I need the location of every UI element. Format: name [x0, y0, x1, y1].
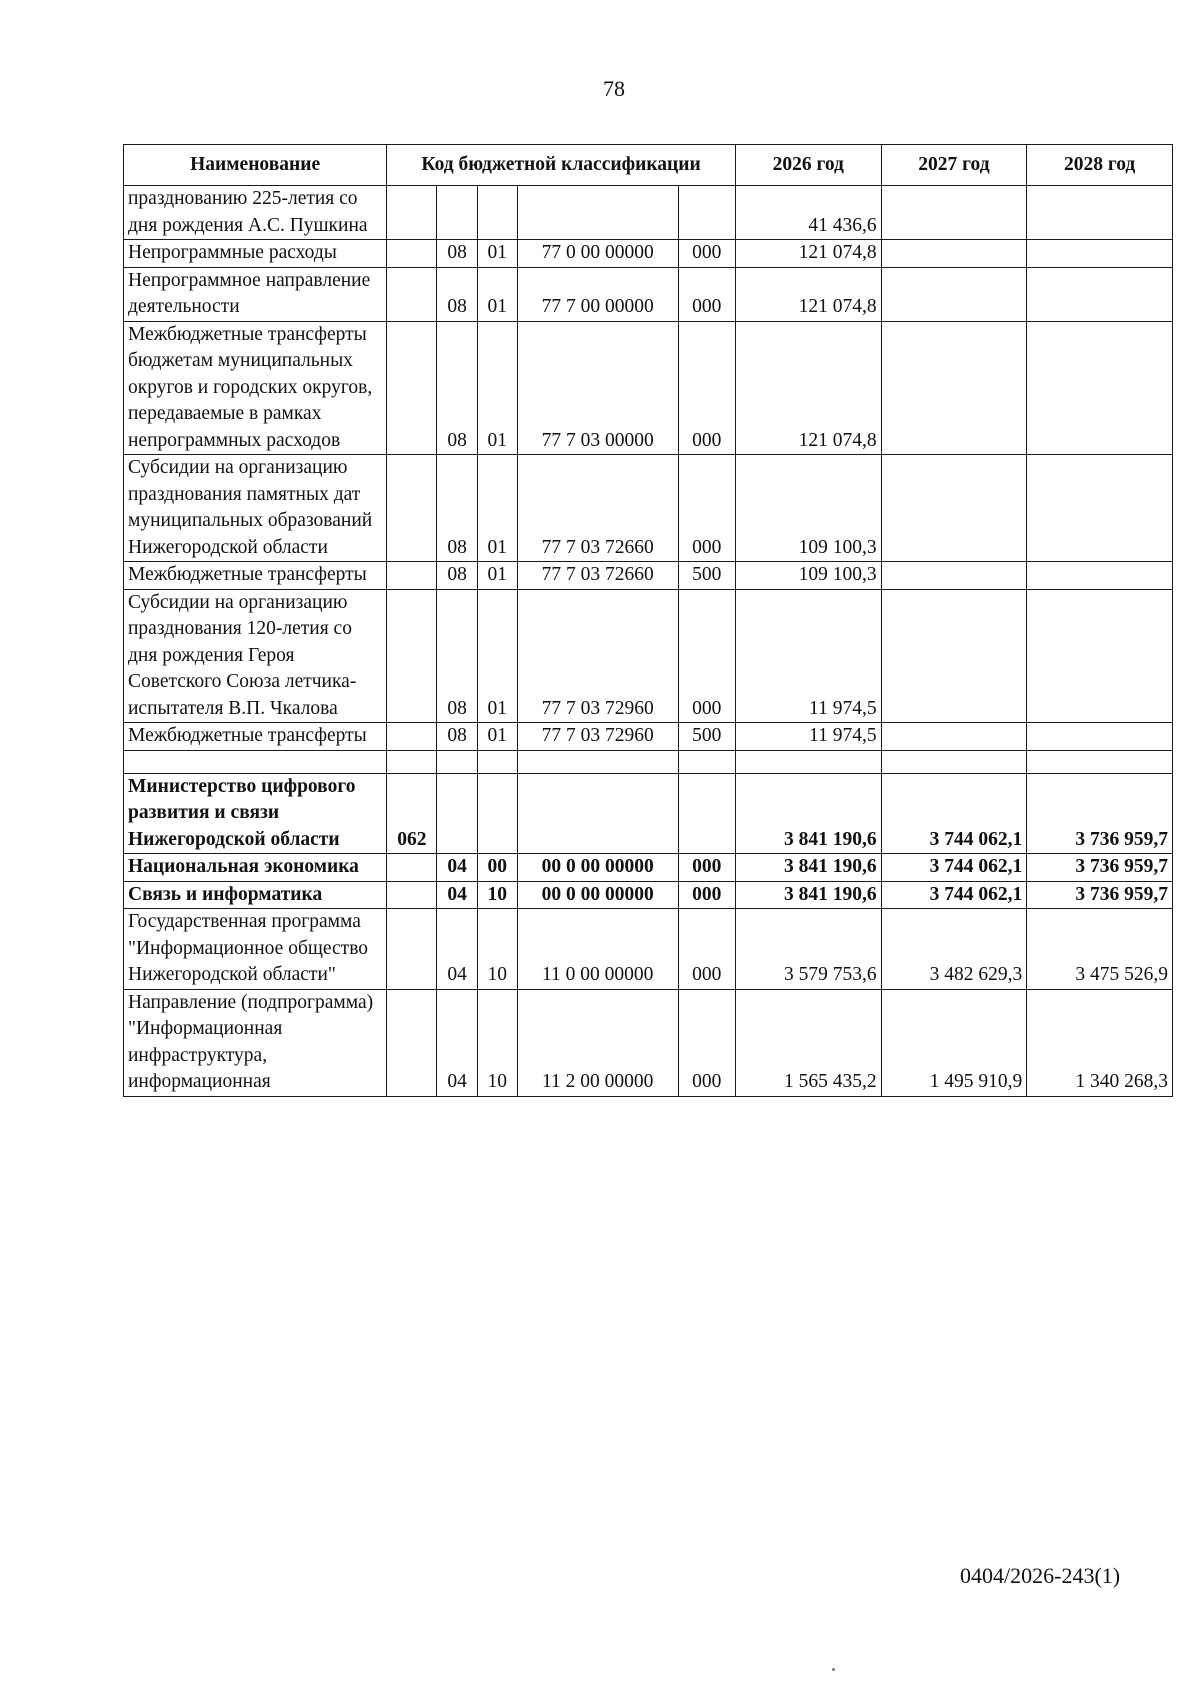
row-value-2027 [881, 267, 1027, 321]
row-expense-type-code: 000 [678, 989, 735, 1096]
row-expense-type-code: 000 [678, 455, 735, 562]
scan-dot [832, 1668, 835, 1671]
row-name: Межбюджетные трансферты [124, 562, 387, 590]
row-subsection-code: 01 [477, 455, 517, 562]
row-subsection-code [477, 773, 517, 854]
header-2028: 2028 год [1027, 145, 1173, 186]
row-section-code: 04 [437, 989, 477, 1096]
row-value-2028 [1027, 562, 1173, 590]
row-target-code: 77 7 00 00000 [517, 267, 678, 321]
row-section-code: 08 [437, 321, 477, 455]
table-row [124, 455, 1173, 562]
row-expense-type-code: 000 [678, 321, 735, 455]
row-value-2026: 121 074,8 [735, 267, 881, 321]
row-section-code: 04 [437, 881, 477, 909]
row-value-2026: 3 579 753,6 [735, 909, 881, 990]
table-row [124, 186, 1173, 240]
row-name: празднованию 225-летия со дня рождения А.С. Пушкина [124, 186, 387, 240]
row-section-code: 08 [437, 589, 477, 723]
row-value-2027: 3 744 062,1 [881, 854, 1027, 882]
page-number: 78 [603, 76, 625, 101]
row-name: Непрограммные расходы [124, 240, 387, 268]
row-section-code: 08 [437, 240, 477, 268]
table-row [124, 267, 1173, 321]
row-value-2028 [1027, 240, 1173, 268]
row-subsection-code: 01 [477, 562, 517, 590]
table-row [124, 989, 1173, 1096]
row-value-2028: 3 736 959,7 [1027, 881, 1173, 909]
row-expense-type-code: 000 [678, 854, 735, 882]
row-value-2027: 1 495 910,9 [881, 989, 1027, 1096]
table-row [124, 854, 1173, 882]
row-value-2026: 3 841 190,6 [735, 854, 881, 882]
row-subsection-code: 01 [477, 240, 517, 268]
row-value-2026: 3 841 190,6 [735, 881, 881, 909]
row-subsection-code: 10 [477, 881, 517, 909]
row-name: Субсидии на организацию празднования 120-летия со дня рождения Героя Советского Союза летчика-испытателя В.П. Чкалова [124, 589, 387, 723]
row-subsection-code: 01 [477, 267, 517, 321]
row-value-2026: 109 100,3 [735, 562, 881, 590]
row-ved-code [387, 589, 437, 723]
row-target-code: 77 7 03 72960 [517, 589, 678, 723]
table-row [124, 562, 1173, 590]
row-ved-code [387, 186, 437, 240]
row-expense-type-code [678, 750, 735, 773]
row-expense-type-code: 000 [678, 881, 735, 909]
row-subsection-code [477, 750, 517, 773]
row-value-2027 [881, 240, 1027, 268]
table-row [124, 881, 1173, 909]
row-target-code: 77 0 00 00000 [517, 240, 678, 268]
row-value-2027 [881, 750, 1027, 773]
row-name: Направление (подпрограмма) "Информационная инфраструктура, информационная [124, 989, 387, 1096]
row-value-2026: 11 974,5 [735, 589, 881, 723]
row-value-2028 [1027, 723, 1173, 751]
row-target-code: 77 7 03 00000 [517, 321, 678, 455]
row-target-code [517, 186, 678, 240]
row-section-code: 08 [437, 562, 477, 590]
row-value-2027 [881, 455, 1027, 562]
row-subsection-code: 01 [477, 321, 517, 455]
row-name: Межбюджетные трансферты [124, 723, 387, 751]
row-section-code: 08 [437, 267, 477, 321]
row-value-2028 [1027, 267, 1173, 321]
row-value-2027 [881, 186, 1027, 240]
row-name: Непрограммное направление деятельности [124, 267, 387, 321]
table-row [124, 321, 1173, 455]
row-value-2026 [735, 750, 881, 773]
row-ved-code [387, 854, 437, 882]
header-2026: 2026 год [735, 145, 881, 186]
row-expense-type-code: 000 [678, 589, 735, 723]
row-subsection-code: 01 [477, 589, 517, 723]
row-value-2027: 3 744 062,1 [881, 773, 1027, 854]
row-value-2028: 1 340 268,3 [1027, 989, 1173, 1096]
row-expense-type-code [678, 186, 735, 240]
header-2027: 2027 год [881, 145, 1027, 186]
table-row [124, 589, 1173, 723]
row-value-2027 [881, 321, 1027, 455]
row-value-2028 [1027, 750, 1173, 773]
row-ved-code [387, 989, 437, 1096]
row-subsection-code: 01 [477, 723, 517, 751]
row-expense-type-code: 500 [678, 723, 735, 751]
row-ved-code [387, 455, 437, 562]
table-header-row [124, 145, 1173, 186]
row-ved-code [387, 909, 437, 990]
row-target-code: 00 0 00 00000 [517, 881, 678, 909]
row-ved-code [387, 267, 437, 321]
row-ved-code [387, 562, 437, 590]
row-subsection-code: 10 [477, 989, 517, 1096]
row-name: Государственная программа "Информационное общество Нижегородской области" [124, 909, 387, 990]
row-ved-code [387, 240, 437, 268]
row-value-2026: 3 841 190,6 [735, 773, 881, 854]
row-target-code: 77 7 03 72660 [517, 562, 678, 590]
row-section-code [437, 186, 477, 240]
row-ved-code: 062 [387, 773, 437, 854]
row-section-code: 08 [437, 455, 477, 562]
row-ved-code [387, 881, 437, 909]
table-row [124, 723, 1173, 751]
row-ved-code [387, 750, 437, 773]
row-value-2027 [881, 589, 1027, 723]
row-section-code [437, 773, 477, 854]
row-value-2028: 3 736 959,7 [1027, 773, 1173, 854]
row-expense-type-code [678, 773, 735, 854]
budget-table [123, 144, 1173, 1097]
row-value-2028 [1027, 455, 1173, 562]
table-spacer-row [124, 750, 1173, 773]
row-section-code [437, 750, 477, 773]
row-expense-type-code: 000 [678, 240, 735, 268]
header-code: Код бюджетной классификации [387, 145, 736, 186]
row-section-code: 08 [437, 723, 477, 751]
row-value-2027 [881, 723, 1027, 751]
table-body [124, 186, 1173, 1097]
row-target-code [517, 750, 678, 773]
row-value-2028: 3 475 526,9 [1027, 909, 1173, 990]
row-value-2026: 1 565 435,2 [735, 989, 881, 1096]
row-name [124, 750, 387, 773]
row-name: Национальная экономика [124, 854, 387, 882]
row-value-2028: 3 736 959,7 [1027, 854, 1173, 882]
row-value-2028 [1027, 589, 1173, 723]
row-subsection-code: 10 [477, 909, 517, 990]
row-value-2028 [1027, 321, 1173, 455]
row-expense-type-code: 500 [678, 562, 735, 590]
table-row [124, 773, 1173, 854]
row-value-2026: 11 974,5 [735, 723, 881, 751]
row-ved-code [387, 723, 437, 751]
row-name: Связь и информатика [124, 881, 387, 909]
row-value-2028 [1027, 186, 1173, 240]
row-section-code: 04 [437, 854, 477, 882]
row-name: Министерство цифрового развития и связи Нижегородской области [124, 773, 387, 854]
row-target-code [517, 773, 678, 854]
row-target-code: 00 0 00 00000 [517, 854, 678, 882]
row-section-code: 04 [437, 909, 477, 990]
row-value-2027 [881, 562, 1027, 590]
row-name: Межбюджетные трансферты бюджетам муниципальных округов и городских округов, передаваемые в рамках непрограммных расходов [124, 321, 387, 455]
row-expense-type-code: 000 [678, 909, 735, 990]
row-target-code: 77 7 03 72960 [517, 723, 678, 751]
header-name: Наименование [124, 145, 387, 186]
table-row [124, 240, 1173, 268]
row-target-code: 11 2 00 00000 [517, 989, 678, 1096]
row-expense-type-code: 000 [678, 267, 735, 321]
row-value-2026: 109 100,3 [735, 455, 881, 562]
document-number: 0404/2026-243(1) [960, 1563, 1121, 1588]
row-value-2026: 121 074,8 [735, 321, 881, 455]
table-row [124, 909, 1173, 990]
row-ved-code [387, 321, 437, 455]
row-name: Субсидии на организацию празднования памятных дат муниципальных образований Нижегородской области [124, 455, 387, 562]
row-value-2027: 3 744 062,1 [881, 881, 1027, 909]
row-target-code: 11 0 00 00000 [517, 909, 678, 990]
row-subsection-code [477, 186, 517, 240]
row-value-2027: 3 482 629,3 [881, 909, 1027, 990]
row-target-code: 77 7 03 72660 [517, 455, 678, 562]
row-value-2026: 121 074,8 [735, 240, 881, 268]
row-subsection-code: 00 [477, 854, 517, 882]
row-value-2026: 41 436,6 [735, 186, 881, 240]
